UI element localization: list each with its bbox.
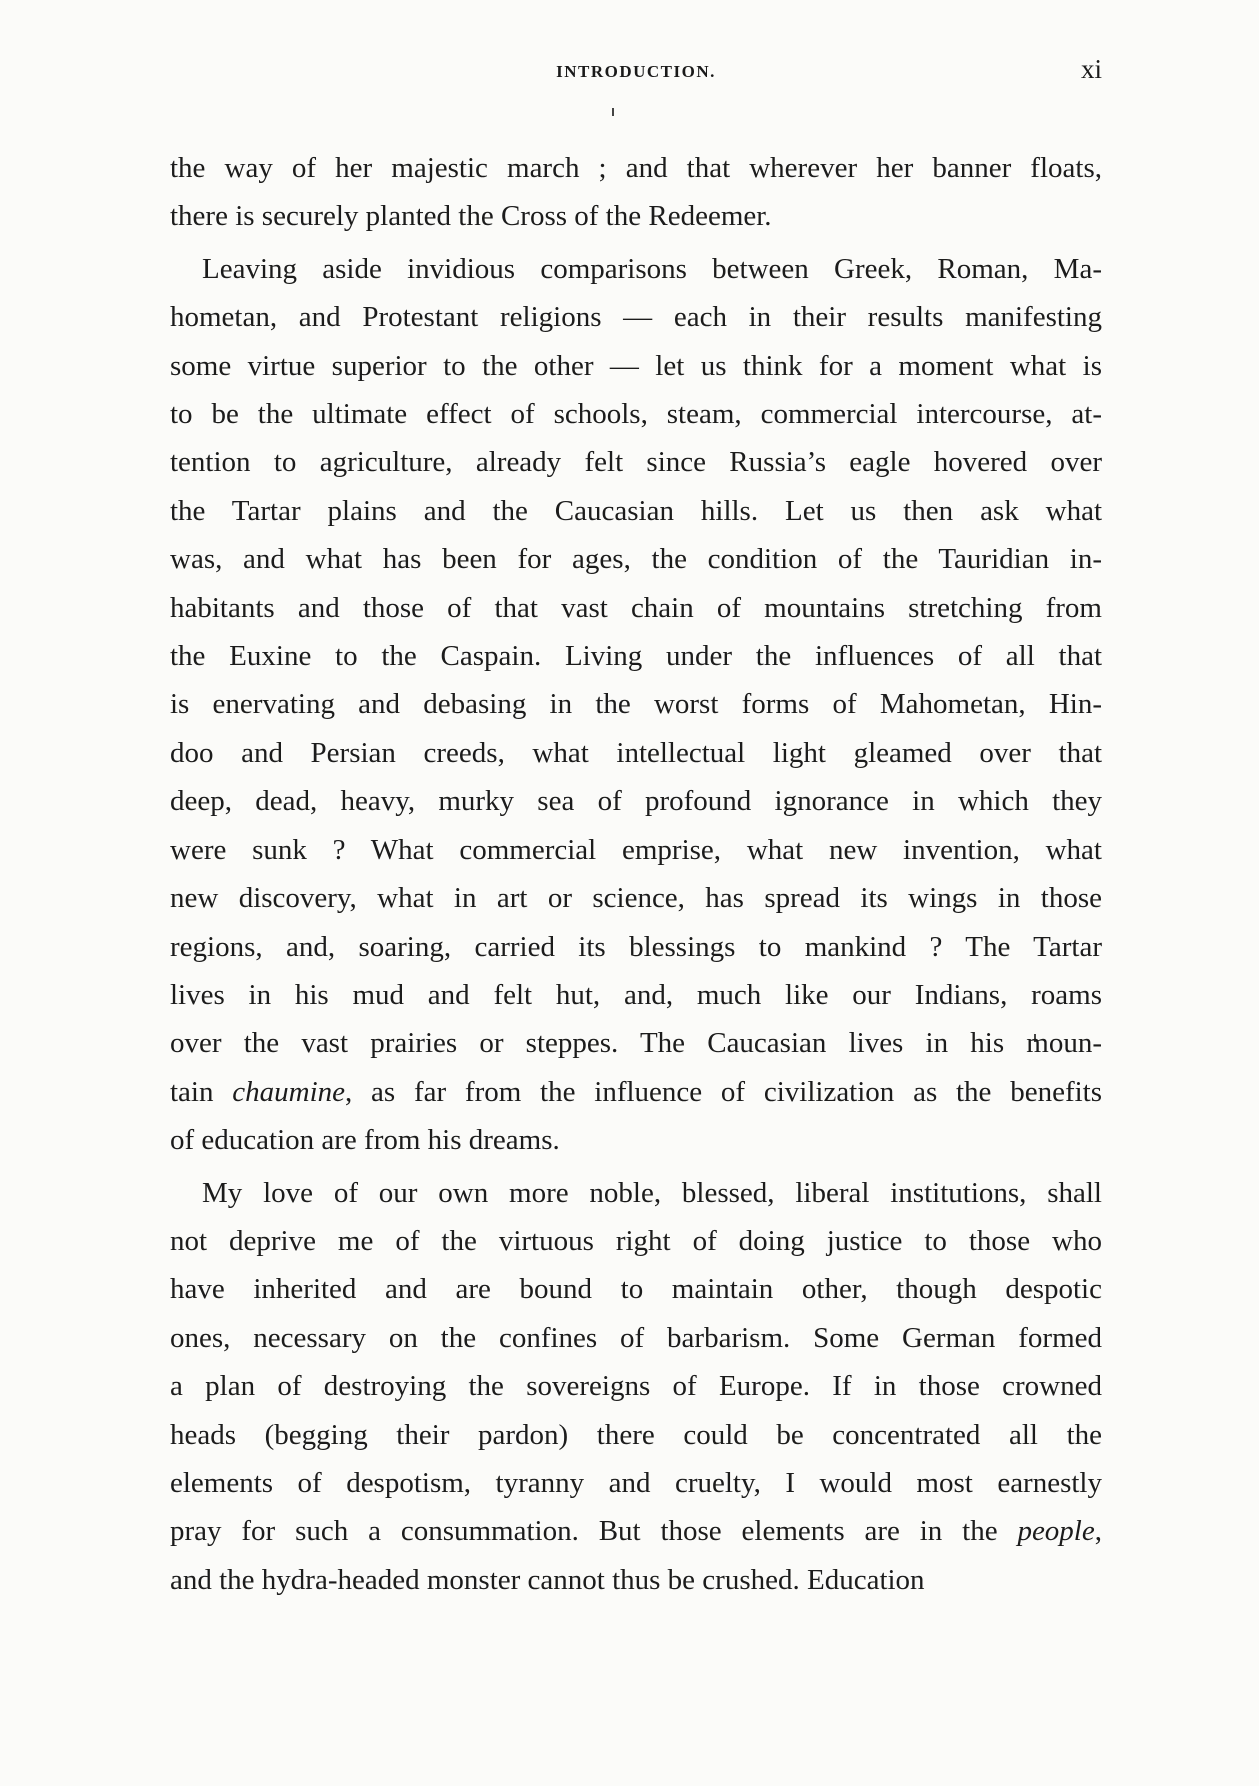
page-number: xi <box>1080 54 1102 84</box>
italic-word: chaumine <box>232 1075 346 1108</box>
text-line: not deprive me of the virtuous right of doing justice to those who <box>170 1224 1102 1257</box>
text-line: lives in his mud and felt hut, and, much like our Indians, roams <box>170 978 1102 1011</box>
paragraph-3 <box>170 1169 1102 1605</box>
text-line: hometan, and Protestant religions — each in their results manifesting <box>170 301 1102 334</box>
text-line: deep, dead, heavy, murky sea of profound ignorance in which they <box>170 785 1102 818</box>
text-line: over the vast prairies or steppes. The Caucasian lives in his moun- <box>170 1027 1102 1060</box>
text-line: have inherited and are bound to maintain other, though despotic <box>170 1273 1102 1306</box>
text-line: regions, and, soaring, carried its blessings to mankind ? The Tartar <box>170 930 1102 963</box>
running-title: INTRODUCTION. <box>556 62 716 81</box>
text-line: ones, necessary on the confines of barbarism. Some German formed <box>170 1321 1102 1354</box>
text-line: a plan of destroying the sovereigns of Europe. If in those crowned <box>170 1370 1102 1403</box>
print-speck <box>612 108 614 116</box>
text-line: some virtue superior to the other — let us think for a moment what is <box>170 349 1102 382</box>
text-line: there is securely planted the Cross of the Redeemer. <box>170 200 772 233</box>
text-line: is enervating and debasing in the worst forms of Mahometan, Hin- <box>170 688 1102 721</box>
text-line: Leaving aside invidious comparisons between Greek, Roman, Ma- <box>202 252 1102 285</box>
text-line: elements of despotism, tyranny and cruelty, I would most earnestly <box>170 1466 1102 1499</box>
text-line: doo and Persian creeds, what intellectual light gleamed over that <box>170 736 1102 769</box>
running-head <box>170 52 1102 92</box>
text-line: of education are from his dreams. <box>170 1124 560 1157</box>
body-text <box>170 144 1102 1604</box>
text-line: the Euxine to the Caspain. Living under the influences of all that <box>170 640 1102 673</box>
text-line: tention to agriculture, already felt since Russia’s eagle hovered over <box>170 446 1102 479</box>
text-line: My love of our own more noble, blessed, liberal institutions, shall <box>202 1176 1102 1209</box>
text-line: and the hydra-headed monster cannot thus be crushed. Education <box>170 1563 925 1596</box>
text-line: tain chaumine, as far from the influence of civilization as the benefits <box>170 1075 1102 1108</box>
text-line: the Tartar plains and the Caucasian hills. Let us then ask what <box>170 494 1102 527</box>
text-line: was, and what has been for ages, the condition of the Tauridian in- <box>170 543 1102 576</box>
text-line: pray for such a consummation. But those elements are in the people, <box>170 1515 1102 1548</box>
text-line: habitants and those of that vast chain of mountains stretching from <box>170 591 1102 624</box>
paragraph-1 <box>170 144 1102 241</box>
text-line: to be the ultimate effect of schools, steam, commercial intercourse, at- <box>170 398 1102 431</box>
text-line: the way of her majestic march ; and that wherever her banner floats, <box>170 152 1102 184</box>
text-line: new discovery, what in art or science, has spread its wings in those <box>170 882 1102 915</box>
paragraph-2 <box>170 245 1102 1165</box>
text-line: heads (begging their pardon) there could be concentrated all the <box>170 1418 1102 1451</box>
text-line: were sunk ? What commercial emprise, what new invention, what <box>170 833 1102 866</box>
italic-word: people <box>1017 1515 1095 1548</box>
